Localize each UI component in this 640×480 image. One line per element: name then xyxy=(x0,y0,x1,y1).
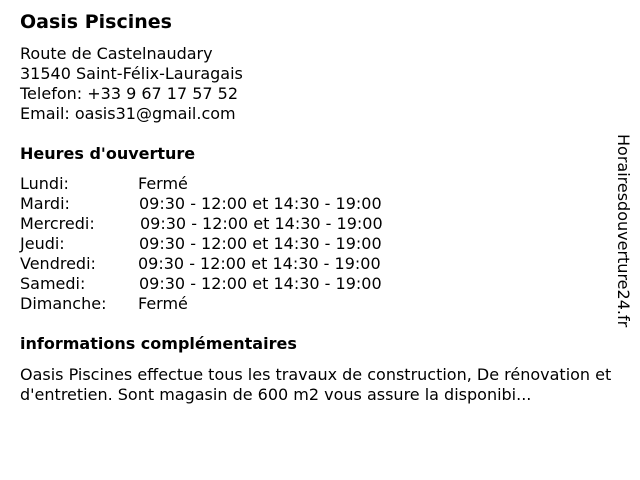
hours-day: Mardi: xyxy=(20,194,70,213)
hours-time: 09:30 - 12:00 et 14:30 - 19:00 xyxy=(140,214,383,233)
hours-day: Vendredi: xyxy=(20,254,96,273)
opening-hours-heading: Heures d'ouverture xyxy=(20,144,196,163)
additional-info-heading: informations complémentaires xyxy=(20,334,297,353)
hours-time: 09:30 - 12:00 et 14:30 - 19:00 xyxy=(139,274,382,293)
hours-day: Samedi: xyxy=(20,274,86,293)
address-city: 31540 Saint-Félix-Lauragais xyxy=(20,64,243,83)
site-watermark xyxy=(613,134,633,344)
watermark-text: Horairesdouverture24.fr xyxy=(614,134,633,328)
hours-time: Fermé xyxy=(138,294,188,313)
hours-time: 09:30 - 12:00 et 14:30 - 19:00 xyxy=(138,254,381,273)
hours-time: Fermé xyxy=(138,174,188,193)
address-street: Route de Castelnaudary xyxy=(20,44,213,63)
hours-day: Dimanche: xyxy=(20,294,107,313)
hours-time: 09:30 - 12:00 et 14:30 - 19:00 xyxy=(139,194,382,213)
business-name: Oasis Piscines xyxy=(20,11,172,33)
hours-day: Lundi: xyxy=(20,174,69,193)
phone-number: Telefon: +33 9 67 17 57 52 xyxy=(20,84,239,103)
business-description: Oasis Piscines effectue tous les travaux de construction, De rénovation et d'entretien. Sont magasin de 600 m2 vous assure la disponibi... xyxy=(20,365,612,404)
hours-day: Jeudi: xyxy=(20,234,65,253)
hours-time: 09:30 - 12:00 et 14:30 - 19:00 xyxy=(139,234,382,253)
hours-day: Mercredi: xyxy=(20,214,95,233)
email-address: Email: oasis31@gmail.com xyxy=(20,104,236,123)
